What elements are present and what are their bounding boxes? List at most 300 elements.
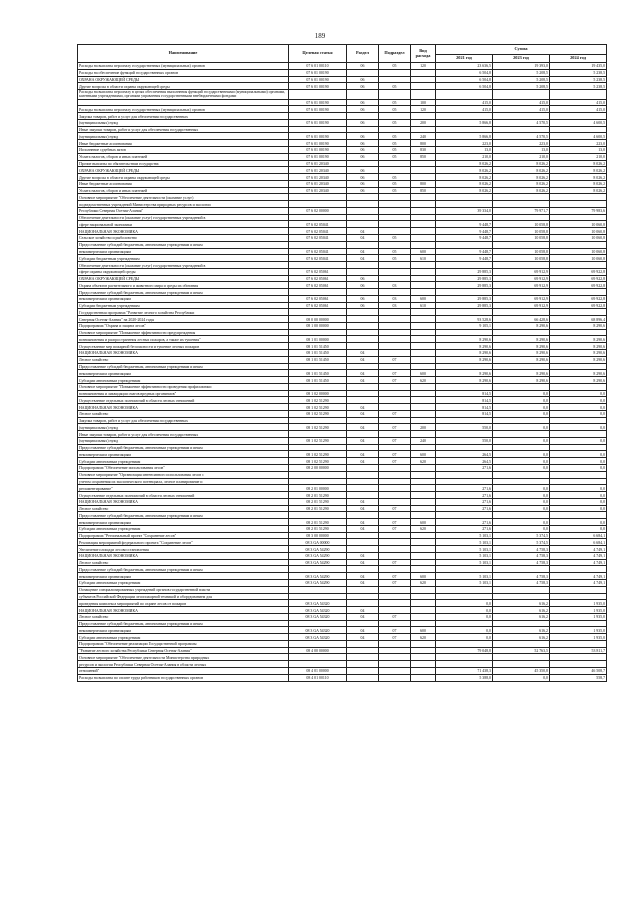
cell-2024: 1 935,0 bbox=[550, 634, 607, 641]
cell-subsection bbox=[379, 262, 411, 269]
cell-2021: 0,0 bbox=[436, 607, 493, 614]
cell-section bbox=[347, 113, 379, 120]
table-row bbox=[78, 268, 607, 275]
cell-expense-type bbox=[411, 661, 436, 668]
cell-2021: 5 866,8 bbox=[436, 119, 493, 126]
cell-subsection bbox=[379, 167, 411, 174]
cell-subsection: 05 bbox=[379, 234, 411, 241]
cell-2023: 415,0 bbox=[493, 106, 550, 113]
cell-2023: 69 912,9 bbox=[493, 282, 550, 289]
cell-2021: 271,6 bbox=[436, 492, 493, 499]
cell-expense-type bbox=[411, 465, 436, 472]
cell-expense-type bbox=[411, 397, 436, 404]
cell-section: 04 bbox=[347, 559, 379, 566]
cell-2021: 5 103,1 bbox=[436, 539, 493, 546]
cell-name: Лесное хозяйство bbox=[78, 613, 289, 620]
cell-subsection bbox=[379, 566, 411, 573]
table-row bbox=[78, 180, 607, 187]
cell-2023: 4 758,3 bbox=[493, 559, 550, 566]
cell-2024 bbox=[550, 194, 607, 201]
cell-expense-type bbox=[411, 471, 436, 478]
cell-section: 06 bbox=[347, 153, 379, 160]
cell-target bbox=[289, 262, 347, 269]
cell-target: 08 3 GA 00000 bbox=[289, 539, 347, 546]
cell-section bbox=[347, 471, 379, 478]
cell-section: 04 bbox=[347, 234, 379, 241]
cell-2021 bbox=[436, 512, 493, 519]
cell-2021 bbox=[436, 444, 493, 451]
cell-subsection bbox=[379, 471, 411, 478]
cell-2024: 0,0 bbox=[550, 505, 607, 512]
cell-section: 04 bbox=[347, 458, 379, 465]
cell-name: "Развитие лесного хозяйства Республики Северная Осетия-Алания" bbox=[78, 647, 289, 654]
cell-name: ОХРАНА ОКРУЖАЮЩЕЙ СРЕДЫ bbox=[78, 76, 289, 83]
cell-subsection bbox=[379, 390, 411, 397]
table-row bbox=[78, 465, 607, 472]
table-row bbox=[78, 640, 607, 647]
cell-2023: 0,0 bbox=[493, 505, 550, 512]
cell-expense-type: 600 bbox=[411, 370, 436, 377]
cell-target bbox=[289, 661, 347, 668]
cell-name: (муниципальных) нужд bbox=[78, 424, 289, 431]
cell-2024 bbox=[550, 512, 607, 519]
cell-subsection bbox=[379, 640, 411, 647]
cell-2024: 1 935,0 bbox=[550, 613, 607, 620]
cell-section: 04 bbox=[347, 356, 379, 363]
cell-2021 bbox=[436, 417, 493, 424]
cell-section bbox=[347, 268, 379, 275]
cell-2024 bbox=[550, 444, 607, 451]
cell-2021: 0,0 bbox=[436, 634, 493, 641]
cell-2021: 0,0 bbox=[436, 600, 493, 607]
cell-name: субъектов Российской Федерации лесопожарной техникой и оборудованием для bbox=[78, 593, 289, 600]
cell-2024: 6 684,1 bbox=[550, 539, 607, 546]
cell-2023: 4 570,5 bbox=[493, 133, 550, 140]
cell-section bbox=[347, 309, 379, 316]
cell-expense-type: 620 bbox=[411, 580, 436, 587]
cell-2023: 13,0 bbox=[493, 147, 550, 154]
table-row bbox=[78, 282, 607, 289]
cell-section: 04 bbox=[347, 573, 379, 580]
cell-2021: 8 290,6 bbox=[436, 349, 493, 356]
cell-expense-type: 850 bbox=[411, 187, 436, 194]
cell-name: Иные закупки товаров, работ и услуг для обеспечения государственных bbox=[78, 431, 289, 438]
cell-2024 bbox=[550, 620, 607, 627]
cell-subsection bbox=[379, 336, 411, 343]
table-row bbox=[78, 512, 607, 519]
table-row bbox=[78, 126, 607, 133]
cell-2023 bbox=[493, 431, 550, 438]
table-row bbox=[78, 316, 607, 323]
cell-2021 bbox=[436, 431, 493, 438]
cell-subsection bbox=[379, 322, 411, 329]
cell-section: 04 bbox=[347, 552, 379, 559]
cell-subsection bbox=[379, 478, 411, 485]
table-row bbox=[78, 275, 607, 282]
cell-expense-type: 600 bbox=[411, 248, 436, 255]
cell-subsection: 05 bbox=[379, 255, 411, 262]
cell-subsection bbox=[379, 316, 411, 323]
cell-expense-type bbox=[411, 194, 436, 201]
cell-target: 08 1 01 51450 bbox=[289, 370, 347, 377]
cell-subsection: 07 bbox=[379, 519, 411, 526]
cell-subsection: 07 bbox=[379, 370, 411, 377]
cell-section bbox=[347, 620, 379, 627]
cell-2023 bbox=[493, 661, 550, 668]
table-row bbox=[78, 437, 607, 444]
table-row bbox=[78, 106, 607, 113]
cell-expense-type bbox=[411, 654, 436, 661]
cell-2024 bbox=[550, 214, 607, 221]
cell-2023: 4 570,5 bbox=[493, 119, 550, 126]
cell-2021: 13,0 bbox=[436, 147, 493, 154]
table-row bbox=[78, 90, 607, 100]
cell-target: 08 0 00 00000 bbox=[289, 316, 347, 323]
cell-name: Субсидии автономным учреждениям bbox=[78, 377, 289, 384]
cell-subsection: 07 bbox=[379, 573, 411, 580]
cell-section: 06 bbox=[347, 275, 379, 282]
cell-section bbox=[347, 390, 379, 397]
table-row bbox=[78, 133, 607, 140]
cell-2024: 0,0 bbox=[550, 458, 607, 465]
cell-2023: 10 058,8 bbox=[493, 221, 550, 228]
table-row bbox=[78, 329, 607, 336]
cell-2021: 550,0 bbox=[436, 424, 493, 431]
cell-2023: 0,0 bbox=[493, 404, 550, 411]
cell-target bbox=[289, 383, 347, 390]
cell-section bbox=[347, 90, 379, 100]
cell-target bbox=[289, 620, 347, 627]
cell-2021: 5 866,8 bbox=[436, 133, 493, 140]
cell-subsection bbox=[379, 201, 411, 208]
cell-target: 08 1 02 51290 bbox=[289, 410, 347, 417]
cell-section: 06 bbox=[347, 83, 379, 90]
table-row bbox=[78, 478, 607, 485]
cell-2021: 29 885,3 bbox=[436, 302, 493, 309]
cell-2024: 0,0 bbox=[550, 519, 607, 526]
cell-subsection bbox=[379, 532, 411, 539]
cell-target: 08 1 00 00000 bbox=[289, 322, 347, 329]
cell-section: 06 bbox=[347, 76, 379, 83]
cell-target: 08 3 GA 54290 bbox=[289, 573, 347, 580]
cell-expense-type bbox=[411, 76, 436, 83]
cell-expense-type bbox=[411, 167, 436, 174]
cell-target: 07 6 01 20340 bbox=[289, 167, 347, 174]
cell-name: Расходы на выплаты персоналу государственных (муниципальных) органов bbox=[78, 106, 289, 113]
cell-section bbox=[347, 647, 379, 654]
cell-2023: 69 912,9 bbox=[493, 302, 550, 309]
cell-name: Оснащение специализированных учреждений органов государственной власти bbox=[78, 586, 289, 593]
table-row bbox=[78, 201, 607, 208]
cell-expense-type bbox=[411, 417, 436, 424]
cell-2024: 0,0 bbox=[550, 424, 607, 431]
cell-2021 bbox=[436, 201, 493, 208]
cell-expense-type: 120 bbox=[411, 63, 436, 70]
cell-2023: 8 290,6 bbox=[493, 377, 550, 384]
table-row bbox=[78, 63, 607, 70]
cell-section: 04 bbox=[347, 255, 379, 262]
table-row bbox=[78, 390, 607, 397]
cell-subsection: 05 bbox=[379, 99, 411, 106]
table-row bbox=[78, 214, 607, 221]
cell-subsection: 07 bbox=[379, 559, 411, 566]
cell-expense-type bbox=[411, 282, 436, 289]
cell-2023: 616,2 bbox=[493, 607, 550, 614]
cell-name: ОХРАНА ОКРУЖАЮЩЕЙ СРЕДЫ bbox=[78, 275, 289, 282]
cell-target: 07 6 01 00190 bbox=[289, 133, 347, 140]
cell-target bbox=[289, 654, 347, 661]
cell-name: Закупка товаров, работ и услуг для обеспечения государственных bbox=[78, 113, 289, 120]
cell-name: Сельское хозяйство и рыболовство bbox=[78, 234, 289, 241]
cell-2024 bbox=[550, 586, 607, 593]
cell-section: 06 bbox=[347, 140, 379, 147]
cell-2024: 10 060,8 bbox=[550, 255, 607, 262]
cell-expense-type bbox=[411, 309, 436, 316]
cell-2023: 0,0 bbox=[493, 424, 550, 431]
cell-expense-type: 600 bbox=[411, 295, 436, 302]
cell-subsection bbox=[379, 600, 411, 607]
cell-2023: 8 290,6 bbox=[493, 349, 550, 356]
cell-subsection bbox=[379, 417, 411, 424]
cell-expense-type: 600 bbox=[411, 451, 436, 458]
cell-2021 bbox=[436, 90, 493, 100]
cell-name: НАЦИОНАЛЬНАЯ ЭКОНОМИКА bbox=[78, 349, 289, 356]
cell-2024 bbox=[550, 126, 607, 133]
cell-subsection bbox=[379, 69, 411, 76]
cell-2023: 8 026,2 bbox=[493, 187, 550, 194]
table-row bbox=[78, 167, 607, 174]
cell-name: Северная Осетия-Алания" на 2020-2024 годы bbox=[78, 316, 289, 323]
cell-name: Иные закупки товаров, работ и услуг для обеспечения государственных bbox=[78, 126, 289, 133]
cell-name: Осуществление отдельных полномочий в области лесных отношений bbox=[78, 492, 289, 499]
cell-2023 bbox=[493, 309, 550, 316]
cell-name: Субсидии бюджетным учреждениям bbox=[78, 302, 289, 309]
cell-target bbox=[289, 593, 347, 600]
cell-target: 08 3 GA 54290 bbox=[289, 559, 347, 566]
cell-expense-type bbox=[411, 613, 436, 620]
cell-section: 06 bbox=[347, 133, 379, 140]
cell-subsection: 07 bbox=[379, 613, 411, 620]
cell-name: Основное мероприятие "Обеспечение деятельности (оказание услуг) bbox=[78, 194, 289, 201]
cell-name: ОХРАНА ОКРУЖАЮЩЕЙ СРЕДЫ bbox=[78, 167, 289, 174]
cell-name: (муниципальных) нужд bbox=[78, 119, 289, 126]
cell-expense-type bbox=[411, 383, 436, 390]
cell-target: 07 6 02 05061 bbox=[289, 275, 347, 282]
cell-2021: 415,0 bbox=[436, 106, 493, 113]
cell-2024 bbox=[550, 654, 607, 661]
cell-2021 bbox=[436, 113, 493, 120]
table-row bbox=[78, 404, 607, 411]
cell-target bbox=[289, 214, 347, 221]
cell-2024: 4 749,1 bbox=[550, 559, 607, 566]
cell-2024: 1 935,0 bbox=[550, 627, 607, 634]
cell-expense-type bbox=[411, 640, 436, 647]
table-row bbox=[78, 417, 607, 424]
cell-subsection bbox=[379, 539, 411, 546]
cell-2023: 5 374,5 bbox=[493, 532, 550, 539]
header-year-2024: 2024 год bbox=[550, 55, 607, 63]
cell-2023 bbox=[493, 417, 550, 424]
cell-2021: 5 103,1 bbox=[436, 552, 493, 559]
cell-2021: 8 290,6 bbox=[436, 377, 493, 384]
cell-section: 04 bbox=[347, 525, 379, 532]
cell-subsection bbox=[379, 444, 411, 451]
cell-expense-type: 800 bbox=[411, 180, 436, 187]
cell-2021 bbox=[436, 471, 493, 478]
cell-expense-type: 850 bbox=[411, 153, 436, 160]
cell-subsection bbox=[379, 343, 411, 350]
cell-target: 08 2 01 51290 bbox=[289, 498, 347, 505]
cell-expense-type: 620 bbox=[411, 458, 436, 465]
cell-expense-type: 200 bbox=[411, 424, 436, 431]
cell-2023 bbox=[493, 654, 550, 661]
cell-target: 08 3 GA 54290 bbox=[289, 546, 347, 553]
cell-2021 bbox=[436, 309, 493, 316]
cell-2024: 1 935,0 bbox=[550, 600, 607, 607]
cell-subsection bbox=[379, 76, 411, 83]
cell-name: некоммерческим организациям bbox=[78, 627, 289, 634]
cell-target: 08 1 01 00000 bbox=[289, 336, 347, 343]
cell-name: возникновения и распространения лесных пожаров, а также их тушения" bbox=[78, 336, 289, 343]
cell-name: Субсидии бюджетным учреждениям bbox=[78, 255, 289, 262]
table-row bbox=[78, 397, 607, 404]
cell-2024: 4 600,5 bbox=[550, 119, 607, 126]
cell-target: 07 6 02 05061 bbox=[289, 302, 347, 309]
cell-subsection bbox=[379, 349, 411, 356]
cell-name: Подпрограмма "Обеспечение использования лесов" bbox=[78, 465, 289, 472]
cell-expense-type bbox=[411, 566, 436, 573]
cell-2024 bbox=[550, 471, 607, 478]
cell-2023: 10 058,8 bbox=[493, 234, 550, 241]
cell-target bbox=[289, 113, 347, 120]
cell-section bbox=[347, 431, 379, 438]
cell-expense-type: 620 bbox=[411, 634, 436, 641]
table-row bbox=[78, 309, 607, 316]
cell-2023: 8 026,2 bbox=[493, 167, 550, 174]
cell-subsection bbox=[379, 546, 411, 553]
cell-2024 bbox=[550, 417, 607, 424]
cell-expense-type: 800 bbox=[411, 140, 436, 147]
cell-target: 08 1 02 51290 bbox=[289, 451, 347, 458]
cell-target: 07 6 02 05041 bbox=[289, 234, 347, 241]
table-row bbox=[78, 519, 607, 526]
cell-subsection: 03 bbox=[379, 302, 411, 309]
cell-name: (муниципальных) нужд bbox=[78, 133, 289, 140]
cell-target: 08 1 02 51290 bbox=[289, 397, 347, 404]
cell-subsection bbox=[379, 160, 411, 167]
cell-2021 bbox=[436, 661, 493, 668]
cell-section: 06 bbox=[347, 187, 379, 194]
cell-subsection bbox=[379, 90, 411, 100]
cell-section bbox=[347, 201, 379, 208]
cell-2024: 8 026,2 bbox=[550, 180, 607, 187]
cell-name: проведения комплекса мероприятий по охране лесов от пожаров bbox=[78, 600, 289, 607]
cell-2024: 8 290,6 bbox=[550, 349, 607, 356]
cell-name: Закупка товаров, работ и услуг для обеспечения государственных bbox=[78, 417, 289, 424]
table-row bbox=[78, 586, 607, 593]
cell-subsection bbox=[379, 113, 411, 120]
cell-section bbox=[347, 465, 379, 472]
cell-2021: 23 636,5 bbox=[436, 63, 493, 70]
cell-expense-type: 830 bbox=[411, 147, 436, 154]
cell-subsection: 07 bbox=[379, 525, 411, 532]
cell-2023: 0,0 bbox=[493, 465, 550, 472]
cell-2024: 69 922,8 bbox=[550, 295, 607, 302]
cell-target: 07 6 02 05061 bbox=[289, 282, 347, 289]
table-row bbox=[78, 248, 607, 255]
cell-name: Расходы на выплаты по оплате труда работников государственных органов bbox=[78, 674, 289, 681]
cell-2021 bbox=[436, 214, 493, 221]
cell-target: 08 1 02 51290 bbox=[289, 424, 347, 431]
cell-2024 bbox=[550, 383, 607, 390]
cell-subsection: 07 bbox=[379, 424, 411, 431]
cell-target: 08 2 01 51290 bbox=[289, 505, 347, 512]
header-section: Раздел bbox=[347, 45, 379, 63]
cell-name: некоммерческим организациям bbox=[78, 519, 289, 526]
cell-name: Предоставление субсидий бюджетным, автономным учреждениям и иным bbox=[78, 363, 289, 370]
cell-section bbox=[347, 640, 379, 647]
cell-name: некоммерческим организациям bbox=[78, 248, 289, 255]
cell-expense-type bbox=[411, 593, 436, 600]
table-row bbox=[78, 634, 607, 641]
cell-name: Лесное хозяйство bbox=[78, 356, 289, 363]
cell-2021 bbox=[436, 241, 493, 248]
cell-target: 07 6 02 05041 bbox=[289, 255, 347, 262]
cell-name: Обеспечение деятельности (оказание услуг) государственных учреждений в bbox=[78, 214, 289, 221]
table-row bbox=[78, 444, 607, 451]
table-row bbox=[78, 607, 607, 614]
cell-name: Предоставление субсидий бюджетным, автономным учреждениям и иным bbox=[78, 241, 289, 248]
cell-2024: 0,0 bbox=[550, 525, 607, 532]
cell-target: 08 1 02 51290 bbox=[289, 458, 347, 465]
cell-2023: 5 374,5 bbox=[493, 539, 550, 546]
cell-target: 08 4 01 00000 bbox=[289, 667, 347, 674]
table-row bbox=[78, 363, 607, 370]
cell-target: 08 1 01 51450 bbox=[289, 349, 347, 356]
cell-2021 bbox=[436, 654, 493, 661]
cell-name: Основное мероприятие "Повышение эффективности предупреждения bbox=[78, 329, 289, 336]
cell-2023: 223,0 bbox=[493, 140, 550, 147]
cell-subsection bbox=[379, 194, 411, 201]
cell-section bbox=[347, 485, 379, 492]
cell-target bbox=[289, 126, 347, 133]
cell-2021 bbox=[436, 289, 493, 296]
cell-2023: 8 026,2 bbox=[493, 160, 550, 167]
cell-subsection: 07 bbox=[379, 451, 411, 458]
cell-2023: 0,0 bbox=[493, 492, 550, 499]
cell-expense-type bbox=[411, 201, 436, 208]
cell-2024: 4 749,1 bbox=[550, 573, 607, 580]
cell-target bbox=[289, 431, 347, 438]
cell-name: Субсидии автономным учреждениям bbox=[78, 458, 289, 465]
cell-section bbox=[347, 241, 379, 248]
cell-name: некоммерческим организациям bbox=[78, 295, 289, 302]
cell-target bbox=[289, 309, 347, 316]
cell-target bbox=[289, 471, 347, 478]
cell-2021: 79 048,8 bbox=[436, 647, 493, 654]
cell-subsection: 07 bbox=[379, 458, 411, 465]
table-row bbox=[78, 99, 607, 106]
cell-target: 07 6 01 00190 bbox=[289, 76, 347, 83]
cell-subsection bbox=[379, 329, 411, 336]
cell-2023: 5 208,5 bbox=[493, 76, 550, 83]
cell-subsection: 07 bbox=[379, 505, 411, 512]
cell-name: Расходы на выплаты персоналу государственных (муниципальных) органов bbox=[78, 63, 289, 70]
cell-2024: 0,0 bbox=[550, 492, 607, 499]
cell-subsection bbox=[379, 289, 411, 296]
table-row bbox=[78, 343, 607, 350]
table-row bbox=[78, 627, 607, 634]
